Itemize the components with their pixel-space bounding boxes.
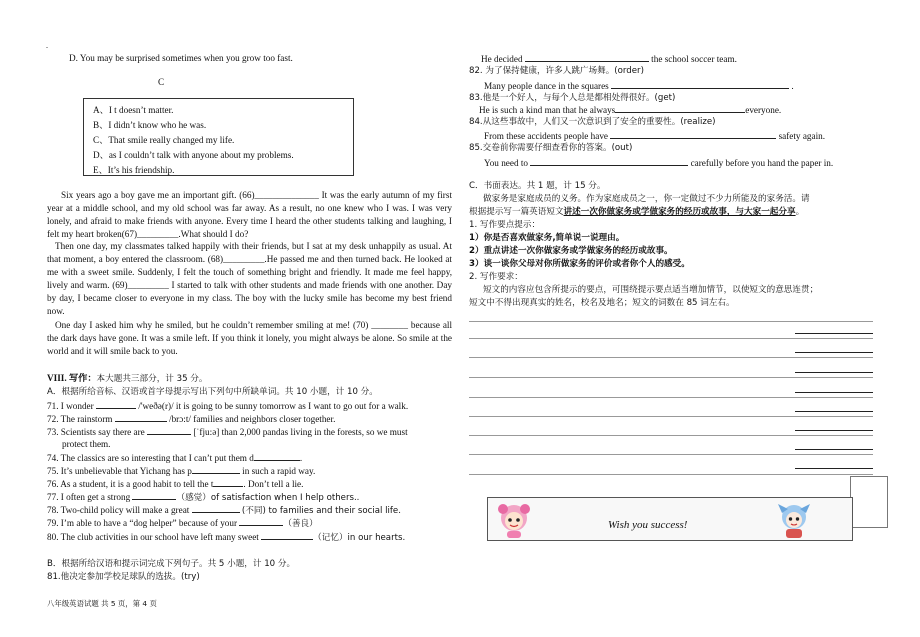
r83-text-after: everyone. [745, 105, 782, 115]
q80-blank[interactable] [261, 530, 313, 540]
options-box [83, 98, 354, 176]
r82-text: Many people dance in the squares [484, 81, 609, 91]
cartoon-girl-icon [494, 501, 534, 539]
option-d-prev-question: D. You may be surprised sometimes when you grow too fast. [69, 53, 293, 63]
writing-line[interactable] [469, 435, 873, 436]
question-83: 83.他是一个好人，与每个人总是都相处得很好。(get) [469, 93, 676, 103]
writing-line[interactable] [469, 377, 873, 378]
question-76 [47, 477, 303, 490]
q75-blank[interactable] [192, 464, 240, 474]
question-73 [47, 425, 408, 438]
writing-line[interactable] [469, 397, 873, 398]
writing-point-2: 2）重点讲述一次你做家务或学做家务的经历或故事。 [469, 246, 673, 256]
section-8-heading [47, 372, 207, 385]
q79-text-after: （善良） [283, 519, 318, 529]
writing-line[interactable] [469, 357, 873, 358]
q75-text-after: in such a rapid way. [242, 466, 316, 476]
writing-requirements-heading: 2. 写作要求： [469, 272, 523, 282]
intro2-underlined-task: 讲述一次你做家务或学做家务的经历或故事，与大家一起分享 [563, 207, 796, 217]
q74-text: 74. The classics are so interesting that I can’t put them d [47, 453, 254, 463]
writing-line-segment [795, 352, 873, 353]
passage-paragraph-2 [47, 240, 452, 319]
option-e: E、It’s his friendship. [93, 165, 175, 175]
r84-text: From these accidents people have [484, 131, 608, 141]
question-74 [47, 451, 302, 464]
question-73-line2: protect them. [62, 439, 111, 449]
q80-text-after: （记忆）in our hearts. [313, 533, 406, 543]
passage-p2-text: Then one day, my classmates talked happily with their friends, but I sat at my desk unhappily as usual. At that moment, a boy entered the classroom. (68)_________.He passed me and then turned back. He looked at me with a sweet smile. Suddenly, I felt the touch of something bright and friendly. It made me feel happy, lively and warm. (69)_________ I started to talk with other students and made friends with one another. Day by day, I became closer to everyone in my class. The boy with the lucky smile has become my best friend now. [47, 241, 452, 317]
answer-84 [484, 129, 825, 142]
part-c-instructions: C．书面表达。共 1 题，计 15 分。 [469, 181, 606, 191]
r84-text-after: safety again. [778, 131, 826, 141]
option-d: D、as I couldn’t talk with anyone about my problems. [93, 150, 294, 160]
q74-text-after: . [299, 453, 303, 463]
writing-point-3: 3）谈一谈你父母对你所做家务的评价或者你个人的感受。 [469, 259, 690, 269]
q71-text-after: /'weðə(r)/ it is going to be sunny tomorrow as I want to go out for a walk. [138, 401, 409, 411]
question-81: 81.他决定参加学校足球队的选拔。(try) [47, 572, 200, 582]
r81-text-after: the school soccer team. [651, 54, 737, 64]
r81-text: He decided [481, 54, 523, 64]
q71-blank[interactable] [96, 399, 136, 409]
question-79 [47, 516, 318, 530]
r83-text: He is such a kind man that he always [479, 105, 616, 115]
q73-text: 73. Scientists say there are [47, 427, 145, 437]
writing-line[interactable] [469, 416, 873, 417]
q73-text-after: [ˈfju:ə] than 2,000 pandas living in the forests, so we must [193, 427, 408, 437]
writing-requirement-2: 短文中不得出现真实的姓名，校名及地名；短文的词数在 85 词左右。 [469, 298, 735, 308]
writing-line[interactable] [469, 474, 873, 475]
question-80 [47, 530, 405, 544]
cartoon-mascot-icon [774, 501, 814, 539]
passage-paragraph-3 [47, 319, 452, 358]
q72-text: 72. The rainstorm [47, 414, 113, 424]
answer-81 [481, 52, 737, 65]
part-b-instructions: B．根据所给汉语和提示词完成下列句子。共 5 小题，计 10 分。 [47, 559, 296, 569]
question-72 [47, 412, 335, 425]
q78-blank[interactable] [192, 503, 240, 513]
r84-blank[interactable] [610, 129, 776, 139]
corner-box [850, 476, 888, 528]
q76-text-after: . Don’t tell a lie. [243, 479, 304, 489]
option-c: C、That smile really changed my life. [93, 135, 235, 145]
q73-blank[interactable] [147, 425, 191, 435]
question-77 [47, 490, 359, 504]
r82-blank[interactable] [611, 79, 789, 89]
option-b: B、I didn’t know who he was. [93, 120, 207, 130]
writing-line[interactable] [469, 321, 873, 322]
writing-line-segment [795, 468, 873, 469]
wish-banner [487, 497, 853, 541]
question-75 [47, 464, 315, 477]
r85-text-after: carefully before you hand the paper in. [690, 158, 834, 168]
section-8-title: VIII. 写作： [47, 373, 97, 383]
answer-82 [484, 79, 794, 92]
answer-85 [484, 156, 833, 169]
wish-text: Wish you success! [608, 519, 688, 531]
passage-paragraph-1 [47, 189, 452, 241]
q71-text: 71. I wonder [47, 401, 94, 411]
question-82: 82. 为了保持健康，许多人跳广场舞。(order) [469, 66, 644, 76]
r85-blank[interactable] [530, 156, 688, 166]
q75-text: 75. It’s unbelievable that Yichang has p [47, 466, 192, 476]
writing-points-heading: 1. 写作要点提示： [469, 220, 541, 230]
writing-intro-line1: 做家务是家庭成员的义务。作为家庭成员之一，你一定做过不少力所能及的家务活。请 [483, 194, 810, 204]
q77-blank[interactable] [132, 490, 176, 500]
q80-text: 80. The club activities in our school have left many sweet [47, 532, 259, 542]
q77-text-after: （感觉）of satisfaction when I help others.. [176, 493, 360, 503]
r81-blank[interactable] [525, 52, 649, 62]
page-footer: 八年级英语试题 共 5 页，第 4 页 [47, 599, 157, 608]
question-78 [47, 503, 401, 517]
writing-line-segment [795, 430, 873, 431]
writing-line[interactable] [469, 454, 873, 455]
writing-intro-line2 [469, 206, 804, 218]
passage-p1-text: Six years ago a boy gave me an important gift. (66)______________ It was the early autumn of my first year at a middle school, and my old school was far away. As a result, no one knew who I was. I was very lonely, and afraid to make friends with anyone. Every time I heard the other students talking and laughing, I felt my heart broken(67)_________.What should I do? [47, 190, 452, 240]
q76-blank[interactable] [213, 477, 243, 487]
writing-line-segment [795, 333, 873, 334]
r82-text-after: . [791, 81, 794, 91]
r85-text: You need to [484, 158, 528, 168]
writing-requirement-1: 短文的内容应包含所提示的要点，可围绕提示要点适当增加情节，以使短文的意思连贯； [483, 285, 819, 295]
writing-line[interactable] [469, 338, 873, 339]
intro2-text: 根据提示写一篇英语短文 [469, 207, 564, 217]
q79-text: 79. I’m able to have a “dog helper” because of your [47, 518, 238, 528]
section-c-label: C [158, 77, 165, 87]
question-71 [47, 399, 408, 412]
q76-text: 76. As a student, it is a good habit to tell the t [47, 479, 214, 489]
writing-line-segment [795, 411, 873, 412]
q79-blank[interactable] [239, 516, 283, 526]
passage-p3-text: One day I asked him why he smiled, but he couldn’t remember smiling at me! (70) ________ because all the dark days have gone. It was a smile left. If you think it lonely, you might always be alone. So smile at the world and it will smile back to you. [47, 320, 452, 357]
question-85: 85.交卷前你需要仔细查看你的答案。(out) [469, 143, 633, 153]
option-a: A、I t doesn’t matter. [93, 105, 174, 115]
writing-line-segment [795, 449, 873, 450]
r83-blank[interactable] [615, 103, 745, 113]
q77-text: 77. I often get a strong [47, 492, 131, 502]
stray-dot: . [46, 41, 48, 50]
answer-83 [479, 103, 781, 116]
writing-point-1: 1）你是否喜欢做家务,简单说一说理由。 [469, 233, 625, 243]
q72-text-after: /brɔ:t/ families and neighbors closer together. [169, 414, 336, 424]
q74-blank[interactable] [254, 451, 303, 463]
writing-line-segment [795, 392, 873, 393]
q78-text: 78. Two-child policy will make a great [47, 505, 190, 515]
writing-line-segment [795, 372, 873, 373]
intro2-end: 。 [795, 207, 805, 217]
section-8-desc: 本大题共三部分，计 35 分。 [96, 374, 208, 384]
q78-text-after: (不同) to families and their social life. [241, 506, 401, 516]
question-84: 84.从这些事故中，人们又一次意识到了安全的重要性。(realize) [469, 117, 716, 127]
part-a-instructions: A．根据所给音标、汉语或首字母提示写出下列句中所缺单词。共 10 小题，计 10 分。 [47, 387, 378, 397]
q72-blank[interactable] [115, 412, 167, 422]
